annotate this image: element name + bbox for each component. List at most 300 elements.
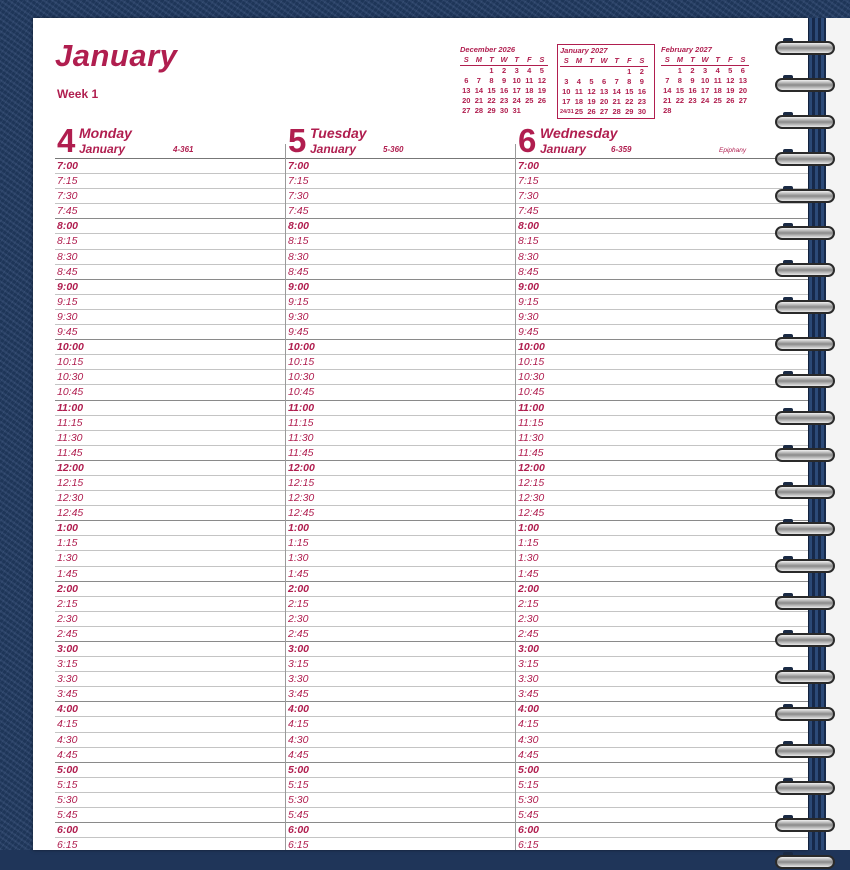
wire-loop [775, 374, 835, 388]
wire-loop [775, 633, 835, 647]
calendar-date: 6 [740, 66, 745, 75]
calendar-date: 24 [700, 96, 710, 105]
time-slot[interactable]: 10:00 [286, 340, 515, 355]
day-of-year-count: 6-359 [611, 145, 632, 154]
time-slot[interactable]: 1:15 [516, 536, 808, 551]
wire-loop [775, 300, 835, 314]
calendar-date: 25 [574, 107, 584, 116]
calendar-date: 12 [537, 76, 547, 85]
time-slot[interactable]: 5:30 [516, 793, 808, 808]
calendar-date: 16 [499, 86, 509, 95]
spiral-coil [775, 369, 835, 389]
time-slot[interactable]: 6:15 [516, 838, 808, 850]
time-slot[interactable]: 7:15 [55, 174, 285, 189]
calendar-date: 17 [700, 86, 710, 95]
week-label: Week 1 [57, 87, 99, 101]
time-slot[interactable]: 11:45 [516, 446, 808, 461]
time-slot[interactable]: 2:15 [286, 597, 515, 612]
calendar-date: 20 [462, 96, 471, 105]
time-slot[interactable]: 5:15 [55, 778, 285, 793]
weekday-letter: T [510, 55, 523, 66]
wire-loop [775, 818, 835, 832]
month-title: January [55, 38, 178, 73]
time-slot[interactable]: 11:15 [516, 416, 808, 431]
day-number: 5 [288, 122, 307, 159]
calendar-date: 7 [614, 77, 619, 86]
spiral-coil [775, 517, 835, 537]
time-slot[interactable]: 3:45 [286, 687, 515, 702]
time-slot[interactable]: 9:45 [516, 325, 808, 340]
calendar-date: 9 [639, 77, 644, 86]
time-slot[interactable]: 4:45 [55, 748, 285, 763]
day-number: 4 [57, 122, 76, 159]
spiral-coil [775, 110, 835, 130]
calendar-date [473, 66, 486, 76]
time-slot[interactable]: 12:15 [516, 476, 808, 491]
time-slot[interactable]: 10:45 [516, 385, 808, 400]
time-slot[interactable]: 12:15 [286, 476, 515, 491]
calendar-date: 21 [663, 96, 672, 105]
calendar-date: 7 [665, 76, 670, 85]
time-slot[interactable]: 2:30 [55, 612, 285, 627]
weekday-letter: T [485, 55, 498, 66]
calendar-date: 22 [675, 96, 685, 105]
weekday-letter: W [598, 56, 611, 67]
calendar-date [674, 106, 687, 116]
calendar-date: 30 [637, 107, 647, 116]
time-slot[interactable]: 9:00 [516, 280, 808, 295]
spiral-coil [775, 295, 835, 315]
time-slot[interactable]: 10:45 [55, 385, 285, 400]
time-slot[interactable]: 11:30 [516, 431, 808, 446]
time-slot[interactable]: 7:00 [516, 159, 808, 174]
time-slot[interactable]: 2:15 [516, 597, 808, 612]
time-slot[interactable]: 12:45 [55, 506, 285, 521]
time-slot[interactable]: 1:00 [286, 521, 515, 536]
mini-calendar [661, 45, 753, 116]
time-slot[interactable]: 3:45 [55, 687, 285, 702]
calendar-date: 6 [464, 76, 469, 85]
time-slot[interactable]: 7:30 [55, 189, 285, 204]
weekday-letter: F [724, 55, 737, 66]
calendar-date: 11 [574, 87, 583, 96]
calendar-date: 26 [537, 96, 547, 105]
calendar-date: 3 [564, 77, 569, 86]
calendar-date: 23 [499, 96, 509, 105]
time-slot[interactable]: 8:45 [55, 265, 285, 280]
spiral-coil [775, 702, 835, 722]
time-slot[interactable]: 7:30 [516, 189, 808, 204]
mini-calendar-weekdays [460, 55, 552, 66]
time-slot[interactable]: 9:30 [516, 310, 808, 325]
calendar-date: 8 [627, 77, 632, 86]
calendar-date: 22 [625, 97, 634, 106]
time-slot[interactable]: 3:00 [516, 642, 808, 657]
calendar-date [661, 66, 674, 76]
calendar-date: 27 [738, 96, 748, 105]
calendar-date: 18 [525, 86, 534, 95]
mini-calendar-dates [560, 67, 652, 117]
weekday-letter: S [661, 55, 674, 66]
calendar-date: 11 [525, 76, 534, 85]
time-slot[interactable]: 2:30 [516, 612, 808, 627]
calendar-date: 5 [589, 77, 594, 86]
time-slot[interactable]: 6:00 [286, 823, 515, 838]
time-slot[interactable]: 7:45 [516, 204, 808, 219]
time-slot[interactable]: 11:15 [286, 416, 515, 431]
time-slot[interactable]: 5:00 [286, 763, 515, 778]
day-month: January [310, 142, 357, 156]
calendar-date: 17 [562, 97, 571, 106]
calendar-date: 8 [677, 76, 682, 85]
calendar-date [699, 106, 712, 116]
day-name: Wednesday [540, 125, 618, 141]
time-slot[interactable]: 2:30 [286, 612, 515, 627]
time-slot[interactable]: 9:30 [286, 310, 515, 325]
wire-loop [775, 522, 835, 536]
time-slots [55, 158, 285, 850]
time-slot[interactable]: 12:30 [516, 491, 808, 506]
time-slot[interactable]: 11:00 [55, 401, 285, 416]
calendar-date: 11 [713, 76, 722, 85]
time-slot[interactable]: 7:30 [286, 189, 515, 204]
calendar-date: 8 [489, 76, 494, 85]
time-slot[interactable]: 2:00 [516, 582, 808, 597]
time-slot[interactable]: 11:00 [516, 401, 808, 416]
calendar-date: 13 [599, 87, 609, 96]
time-slot[interactable]: 6:15 [55, 838, 285, 850]
spiral-coil [775, 443, 835, 463]
spiral-coil [775, 36, 835, 56]
wire-loop [775, 263, 835, 277]
time-slot[interactable]: 12:15 [55, 476, 285, 491]
spiral-coil [775, 221, 835, 241]
time-slot[interactable]: 10:30 [55, 370, 285, 385]
time-slot[interactable]: 7:45 [286, 204, 515, 219]
wire-loop [775, 78, 835, 92]
time-slot[interactable]: 9:15 [286, 295, 515, 310]
time-slot[interactable]: 7:00 [286, 159, 515, 174]
time-slot[interactable]: 1:45 [516, 567, 808, 582]
spiral-coil [775, 332, 835, 352]
time-slot[interactable]: 8:30 [55, 250, 285, 265]
wire-loop [775, 485, 835, 499]
time-slot[interactable]: 10:45 [286, 385, 515, 400]
spiral-coil [775, 628, 835, 648]
calendar-date: 9 [690, 76, 695, 85]
wire-loop [775, 337, 835, 351]
calendar-date [737, 106, 750, 116]
time-slot[interactable]: 8:15 [286, 234, 515, 249]
time-slot[interactable]: 5:30 [55, 793, 285, 808]
time-slot[interactable]: 5:45 [516, 808, 808, 823]
time-slot[interactable]: 7:45 [55, 204, 285, 219]
time-slot[interactable]: 9:30 [55, 310, 285, 325]
time-slot[interactable]: 10:00 [516, 340, 808, 355]
time-slot[interactable]: 8:45 [286, 265, 515, 280]
mini-calendar-title: January 2027 [560, 46, 608, 55]
calendar-date: 16 [637, 87, 647, 96]
calendar-date: 23 [637, 97, 647, 106]
time-slot[interactable]: 3:30 [516, 672, 808, 687]
calendar-date: 2 [501, 66, 507, 75]
time-slot[interactable]: 11:45 [286, 446, 515, 461]
time-slot[interactable]: 4:30 [55, 733, 285, 748]
wire-loop [775, 189, 835, 203]
time-slot[interactable]: 4:15 [55, 717, 285, 732]
time-slot[interactable]: 12:00 [516, 461, 808, 476]
time-slot[interactable]: 2:45 [516, 627, 808, 642]
calendar-date: 27 [599, 107, 609, 116]
weekday-letter: F [623, 56, 636, 67]
wire-loop [775, 226, 835, 240]
calendar-date: 4 [715, 66, 720, 75]
time-slot[interactable]: 3:15 [516, 657, 808, 672]
calendar-date [460, 66, 473, 76]
time-slot[interactable]: 3:30 [286, 672, 515, 687]
calendar-date: 29 [487, 106, 496, 115]
time-slot[interactable]: 5:45 [55, 808, 285, 823]
spiral-coil [775, 147, 835, 167]
weekday-letter: S [636, 56, 649, 67]
mini-calendar-title: February 2027 [661, 45, 712, 54]
time-slot[interactable]: 1:45 [286, 567, 515, 582]
calendar-date: 15 [625, 87, 634, 96]
time-slot[interactable]: 7:00 [55, 159, 285, 174]
calendar-date: 1 [489, 66, 494, 75]
time-slot[interactable]: 8:00 [55, 219, 285, 234]
spiral-coil [775, 73, 835, 93]
time-slot[interactable]: 10:15 [55, 355, 285, 370]
time-slot[interactable]: 9:00 [55, 280, 285, 295]
time-slot[interactable]: 8:45 [516, 265, 808, 280]
time-slot[interactable]: 6:00 [516, 823, 808, 838]
wire-loop [775, 411, 835, 425]
time-slot[interactable]: 4:30 [516, 733, 808, 748]
calendar-date: 2 [690, 66, 695, 75]
time-slot[interactable]: 5:00 [516, 763, 808, 778]
time-slot[interactable]: 4:45 [516, 748, 808, 763]
time-slot[interactable]: 12:00 [286, 461, 515, 476]
calendar-date: 10 [562, 87, 571, 96]
weekday-letter: S [460, 55, 473, 66]
time-slot[interactable]: 4:00 [516, 702, 808, 717]
time-slot[interactable]: 1:30 [516, 551, 808, 566]
weekday-letter: S [737, 55, 750, 66]
time-slot[interactable]: 6:15 [286, 838, 515, 850]
calendar-date: 4 [576, 77, 581, 86]
time-slot[interactable]: 5:15 [286, 778, 515, 793]
calendar-date [724, 106, 737, 116]
time-slot[interactable]: 9:15 [516, 295, 808, 310]
time-slot[interactable]: 1:00 [516, 521, 808, 536]
calendar-date [610, 67, 623, 77]
time-slot[interactable]: 8:30 [516, 250, 808, 265]
weekday-letter: W [699, 55, 712, 66]
time-slot[interactable]: 8:30 [286, 250, 515, 265]
weekday-letter: S [560, 56, 573, 67]
wire-loop [775, 152, 835, 166]
calendar-date: 19 [537, 86, 547, 95]
time-slot[interactable]: 7:15 [286, 174, 515, 189]
wire-loop [775, 707, 835, 721]
mini-calendar-dates [661, 66, 753, 116]
holiday-label: Epiphany [719, 147, 747, 154]
calendar-date [686, 106, 699, 116]
time-slot[interactable]: 11:30 [55, 431, 285, 446]
time-slot[interactable]: 1:30 [286, 551, 515, 566]
time-slot[interactable]: 4:00 [286, 702, 515, 717]
calendar-date: 18 [713, 86, 722, 95]
weekday-letter: T [610, 56, 623, 67]
calendar-date: 16 [688, 86, 697, 95]
time-slot[interactable]: 1:00 [55, 521, 285, 536]
weekday-letter: M [674, 55, 687, 66]
time-slot[interactable]: 9:45 [55, 325, 285, 340]
time-slot[interactable]: 9:15 [55, 295, 285, 310]
mini-calendar-weekdays [560, 56, 652, 67]
wire-loop [775, 559, 835, 573]
time-slot[interactable]: 12:45 [516, 506, 808, 521]
calendar-date: 13 [462, 86, 471, 95]
calendar-date [598, 67, 611, 77]
calendar-date: 17 [512, 86, 521, 95]
time-slot[interactable]: 2:00 [55, 582, 285, 597]
time-slot[interactable]: 3:15 [286, 657, 515, 672]
time-slot[interactable]: 4:15 [286, 717, 515, 732]
calendar-date: 6 [601, 77, 607, 86]
wire-loop [775, 448, 835, 462]
time-slot[interactable]: 5:30 [286, 793, 515, 808]
time-slot[interactable]: 8:15 [55, 234, 285, 249]
time-slot[interactable]: 12:30 [286, 491, 515, 506]
calendar-date: 5 [728, 66, 733, 75]
weekday-letter: W [498, 55, 511, 66]
time-slot[interactable]: 3:15 [55, 657, 285, 672]
planner-page [33, 18, 808, 850]
calendar-date: 13 [738, 76, 748, 85]
spiral-coil [775, 665, 835, 685]
calendar-date: 22 [487, 96, 496, 105]
time-slot[interactable]: 4:15 [516, 717, 808, 732]
column-divider [285, 144, 286, 850]
calendar-date: 3 [514, 66, 519, 75]
time-slot[interactable]: 3:45 [516, 687, 808, 702]
time-slot[interactable]: 1:15 [286, 536, 515, 551]
calendar-date: 15 [487, 86, 496, 95]
calendar-date: 14 [663, 86, 672, 95]
time-slot[interactable]: 7:15 [516, 174, 808, 189]
weekday-letter: M [573, 56, 586, 67]
calendar-date: 9 [501, 76, 507, 85]
time-slot[interactable]: 8:00 [286, 219, 515, 234]
calendar-date [523, 106, 536, 116]
calendar-date: 26 [726, 96, 735, 105]
time-slot[interactable]: 11:45 [55, 446, 285, 461]
time-slot[interactable]: 5:00 [55, 763, 285, 778]
calendar-date: 24 [512, 96, 521, 105]
time-slot[interactable]: 8:15 [516, 234, 808, 249]
calendar-date: 19 [726, 86, 735, 95]
time-slot[interactable]: 2:00 [286, 582, 515, 597]
time-slot[interactable]: 2:45 [55, 627, 285, 642]
time-slot[interactable]: 1:45 [55, 567, 285, 582]
calendar-date: 15 [675, 86, 685, 95]
calendar-date: 5 [539, 66, 544, 75]
time-slot[interactable]: 3:30 [55, 672, 285, 687]
time-slot[interactable]: 2:45 [286, 627, 515, 642]
time-slot[interactable]: 4:30 [286, 733, 515, 748]
calendar-date: 10 [700, 76, 710, 85]
spiral-coil [775, 554, 835, 574]
time-slot[interactable]: 10:15 [286, 355, 515, 370]
time-slot[interactable]: 11:30 [286, 431, 515, 446]
time-slot[interactable]: 1:30 [55, 551, 285, 566]
time-slot[interactable]: 4:45 [286, 748, 515, 763]
calendar-date: 27 [462, 106, 471, 115]
day-column-wednesday [516, 124, 808, 850]
mini-calendar-dates [460, 66, 552, 116]
time-slot[interactable]: 10:30 [286, 370, 515, 385]
time-slot[interactable]: 12:45 [286, 506, 515, 521]
weekday-letter: M [473, 55, 486, 66]
calendar-date: 25 [713, 96, 722, 105]
day-column-tuesday [286, 124, 515, 850]
weekday-letter: T [711, 55, 724, 66]
time-slot[interactable]: 12:30 [55, 491, 285, 506]
wire-loop [775, 855, 835, 869]
time-slot[interactable]: 5:15 [516, 778, 808, 793]
calendar-date [585, 67, 598, 77]
day-of-year-count: 5-360 [383, 145, 404, 154]
time-slot[interactable]: 10:00 [55, 340, 285, 355]
calendar-date: 31 [512, 106, 521, 115]
time-slot[interactable]: 11:00 [286, 401, 515, 416]
calendar-date: 14 [612, 87, 621, 96]
mini-calendar [557, 44, 655, 119]
time-slot[interactable]: 1:15 [55, 536, 285, 551]
calendar-date: 20 [599, 97, 609, 106]
time-slot[interactable]: 3:00 [286, 642, 515, 657]
spiral-coil [775, 480, 835, 500]
calendar-date [560, 67, 573, 77]
spiral-coil [775, 184, 835, 204]
calendar-date: 12 [587, 87, 596, 96]
calendar-date: 1 [627, 67, 632, 76]
time-slot[interactable]: 5:45 [286, 808, 515, 823]
time-slot[interactable]: 2:15 [55, 597, 285, 612]
time-slot[interactable]: 12:00 [55, 461, 285, 476]
time-slot[interactable]: 9:00 [286, 280, 515, 295]
wire-loop [775, 670, 835, 684]
time-slot[interactable]: 8:00 [516, 219, 808, 234]
time-slot[interactable]: 11:15 [55, 416, 285, 431]
weekday-letter: S [536, 55, 549, 66]
time-slot[interactable]: 10:30 [516, 370, 808, 385]
time-slot[interactable]: 10:15 [516, 355, 808, 370]
time-slot[interactable]: 3:00 [55, 642, 285, 657]
wire-loop [775, 41, 835, 55]
spiral-coil [775, 813, 835, 833]
calendar-date: 3 [702, 66, 708, 75]
wire-loop [775, 744, 835, 758]
time-slot[interactable]: 4:00 [55, 702, 285, 717]
weekday-letter: T [686, 55, 699, 66]
time-slot[interactable]: 9:45 [286, 325, 515, 340]
time-slot[interactable]: 6:00 [55, 823, 285, 838]
calendar-date: 18 [574, 97, 584, 106]
spiral-coil [775, 776, 835, 796]
